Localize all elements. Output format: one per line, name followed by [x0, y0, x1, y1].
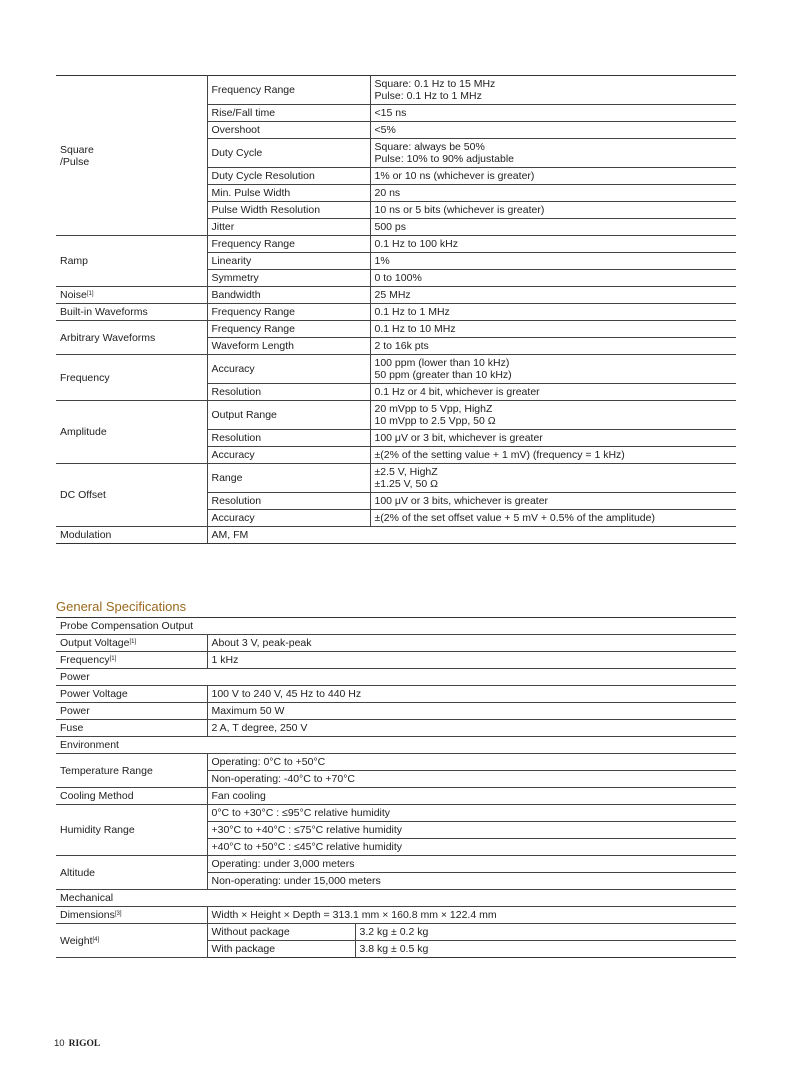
spec-category: DC Offset: [56, 464, 207, 527]
spec-row: [56, 924, 736, 941]
page-number: 10: [54, 1038, 65, 1049]
spec-label: Power: [56, 703, 207, 720]
spec-row: [56, 401, 736, 430]
spec-parameter: Range: [207, 464, 370, 493]
category-row: [56, 618, 736, 635]
spec-parameter: Resolution: [207, 384, 370, 401]
spec-category: Frequency: [56, 355, 207, 401]
spec-label: Altitude: [56, 856, 207, 890]
spec-parameter: Frequency Range: [207, 304, 370, 321]
footnote-marker: [3]: [114, 911, 122, 917]
spec-value: 2 to 16k pts: [370, 338, 736, 355]
spec-label: Output Voltage[1]: [56, 635, 207, 652]
spec-parameter: Linearity: [207, 253, 370, 270]
brand-logo: RIGOL: [68, 1039, 101, 1049]
spec-parameter: Resolution: [207, 430, 370, 447]
spec-row: [56, 720, 736, 737]
spec-value: +40°C to +50°C : ≤45°C relative humidity: [207, 839, 736, 856]
spec-value: 20 mVpp to 5 Vpp, HighZ 10 mVpp to 2.5 Vpp, 50 Ω: [370, 401, 736, 430]
category-row: [56, 669, 736, 686]
spec-value: Operating: 0°C to +50°C: [207, 754, 736, 771]
spec-parameter: Rise/Fall time: [207, 105, 370, 122]
spec-parameter: Resolution: [207, 493, 370, 510]
spec-parameter: Overshoot: [207, 122, 370, 139]
spec-row: [56, 652, 736, 669]
spec-row: [56, 236, 736, 253]
spec-value: Non-operating: -40°C to +70°C: [207, 771, 736, 788]
spec-value: 0°C to +30°C : ≤95°C relative humidity: [207, 805, 736, 822]
spec-label: Humidity Range: [56, 805, 207, 856]
spec-label: Power Voltage: [56, 686, 207, 703]
spec-value: ±(2% of the set offset value + 5 mV + 0.5% of the amplitude): [370, 510, 736, 527]
spec-parameter: Min. Pulse Width: [207, 185, 370, 202]
spec-value: 100 V to 240 V, 45 Hz to 440 Hz: [207, 686, 736, 703]
spec-label: Cooling Method: [56, 788, 207, 805]
spec-category: Amplitude: [56, 401, 207, 464]
general-specs-title: General Specifications: [56, 599, 187, 614]
footnote-marker: [1]: [129, 639, 137, 645]
spec-parameter: Frequency Range: [207, 236, 370, 253]
spec-row: [56, 788, 736, 805]
spec-value: 0.1 Hz to 10 MHz: [370, 321, 736, 338]
spec-value: About 3 V, peak-peak: [207, 635, 736, 652]
spec-row: [56, 635, 736, 652]
spec-value: 0.1 Hz to 1 MHz: [370, 304, 736, 321]
spec-row: [56, 76, 736, 105]
spec-parameter: Frequency Range: [207, 76, 370, 105]
spec-value: 1%: [370, 253, 736, 270]
spec-value: Square: 0.1 Hz to 15 MHz Pulse: 0.1 Hz to 1 MHz: [370, 76, 736, 105]
spec-row: [56, 355, 736, 384]
spec-sublabel: With package: [207, 941, 355, 958]
spec-value: 0.1 Hz or 4 bit, whichever is greater: [370, 384, 736, 401]
spec-label: Fuse: [56, 720, 207, 737]
spec-value: Square: always be 50% Pulse: 10% to 90% adjustable: [370, 139, 736, 168]
spec-parameter: Bandwidth: [207, 287, 370, 304]
category-heading: Probe Compensation Output: [56, 618, 736, 635]
spec-parameter: Accuracy: [207, 510, 370, 527]
spec-row: [56, 907, 736, 924]
spec-category: Noise[1]: [56, 287, 207, 304]
spec-value: 500 ps: [370, 219, 736, 236]
category-row: [56, 890, 736, 907]
spec-value: 0.1 Hz to 100 kHz: [370, 236, 736, 253]
spec-value: 1 kHz: [207, 652, 736, 669]
category-heading: Environment: [56, 737, 736, 754]
spec-value: 25 MHz: [370, 287, 736, 304]
signal-spec-table: [56, 75, 736, 544]
category-heading: Mechanical: [56, 890, 736, 907]
footnote-marker: [1]: [86, 291, 94, 297]
spec-parameter: Frequency Range: [207, 321, 370, 338]
spec-value: 3.2 kg ± 0.2 kg: [355, 924, 736, 941]
spec-value: Maximum 50 W: [207, 703, 736, 720]
spec-value: Operating: under 3,000 meters: [207, 856, 736, 873]
spec-row: [56, 287, 736, 304]
spec-row: [56, 805, 736, 822]
spec-value: +30°C to +40°C : ≤75°C relative humidity: [207, 822, 736, 839]
spec-label: Dimensions[3]: [56, 907, 207, 924]
page-footer: [54, 1038, 100, 1049]
spec-value: Non-operating: under 15,000 meters: [207, 873, 736, 890]
spec-parameter: Symmetry: [207, 270, 370, 287]
spec-value: 20 ns: [370, 185, 736, 202]
spec-row: [56, 703, 736, 720]
spec-value: 1% or 10 ns (whichever is greater): [370, 168, 736, 185]
spec-value: 3.8 kg ± 0.5 kg: [355, 941, 736, 958]
spec-sublabel: Without package: [207, 924, 355, 941]
spec-category: Built-in Waveforms: [56, 304, 207, 321]
spec-label: Frequency[1]: [56, 652, 207, 669]
spec-value: ±2.5 V, HighZ ±1.25 V, 50 Ω: [370, 464, 736, 493]
spec-value: 2 A, T degree, 250 V: [207, 720, 736, 737]
spec-row: [56, 527, 736, 544]
spec-category: Ramp: [56, 236, 207, 287]
spec-value: 100 μV or 3 bit, whichever is greater: [370, 430, 736, 447]
spec-parameter: Accuracy: [207, 447, 370, 464]
spec-parameter: Duty Cycle: [207, 139, 370, 168]
spec-parameter: Output Range: [207, 401, 370, 430]
category-heading: Power: [56, 669, 736, 686]
spec-value: 100 ppm (lower than 10 kHz) 50 ppm (greater than 10 kHz): [370, 355, 736, 384]
spec-label: Temperature Range: [56, 754, 207, 788]
spec-label: Weight[4]: [56, 924, 207, 958]
spec-parameter: AM, FM: [207, 527, 736, 544]
spec-parameter: Jitter: [207, 219, 370, 236]
spec-row: [56, 464, 736, 493]
spec-parameter: Duty Cycle Resolution: [207, 168, 370, 185]
spec-value: <5%: [370, 122, 736, 139]
spec-parameter: Waveform Length: [207, 338, 370, 355]
spec-row: [56, 686, 736, 703]
spec-row: [56, 321, 736, 338]
spec-row: [56, 754, 736, 771]
general-spec-table: [56, 617, 736, 958]
spec-row: [56, 856, 736, 873]
spec-value: Fan cooling: [207, 788, 736, 805]
spec-value: 10 ns or 5 bits (whichever is greater): [370, 202, 736, 219]
spec-value: 0 to 100%: [370, 270, 736, 287]
spec-value: ±(2% of the setting value + 1 mV) (frequency = 1 kHz): [370, 447, 736, 464]
footnote-marker: [4]: [92, 936, 100, 943]
category-row: [56, 737, 736, 754]
spec-parameter: Accuracy: [207, 355, 370, 384]
spec-category: Arbitrary Waveforms: [56, 321, 207, 355]
spec-value: Width × Height × Depth = 313.1 mm × 160.8 mm × 122.4 mm: [207, 907, 736, 924]
spec-value: 100 μV or 3 bits, whichever is greater: [370, 493, 736, 510]
footnote-marker: [1]: [109, 656, 117, 662]
spec-category: Modulation: [56, 527, 207, 544]
spec-parameter: Pulse Width Resolution: [207, 202, 370, 219]
spec-category: Square /Pulse: [56, 76, 207, 236]
spec-row: [56, 304, 736, 321]
spec-value: <15 ns: [370, 105, 736, 122]
